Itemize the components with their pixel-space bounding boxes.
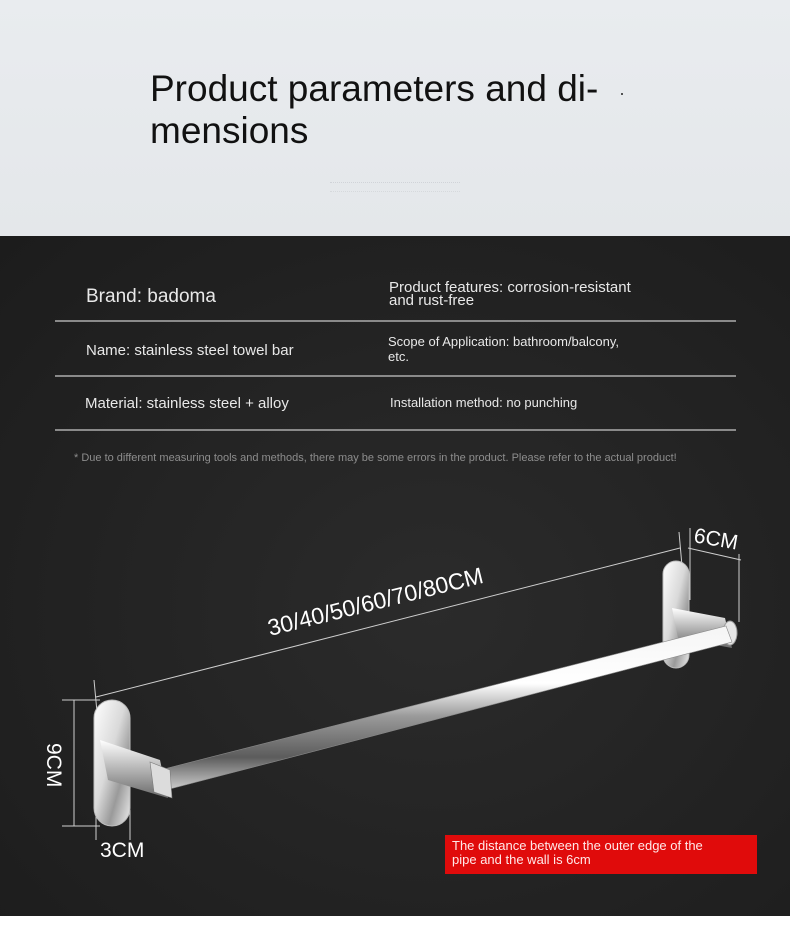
depth-label: 6CM [692,524,740,555]
spec-features [389,281,631,307]
spec-name: Name: stainless steel towel bar [86,342,294,359]
spec-material: Material: stainless steel + alloy [85,395,289,412]
measurement-note: * Due to different measuring tools and methods, there may be some errors in the product. Please refer to the actual product! [74,452,677,464]
spec-installation: Installation method: no punching [390,395,578,410]
decorative-dot [621,93,623,95]
height-label: 9CM [42,743,65,788]
spec-row-1 [55,262,736,322]
spec-brand: Brand: badoma [86,286,216,307]
watermark-text [330,182,460,192]
wall-distance-callout [445,835,757,874]
callout-line-1: The distance between the outer edge of the [452,838,703,853]
spec-row-2 [55,320,736,377]
spec-row-3 [55,375,736,431]
header-banner [0,0,790,236]
bottom-strip [0,916,790,932]
towel-bar-tube [160,626,732,790]
width-label: 3CM [100,839,145,862]
callout-line-2: pipe and the wall is 6cm [452,852,591,867]
spec-scope-line-1: Scope of Application: bathroom/balcony, [388,334,620,349]
callout-text [452,839,752,867]
length-label: 30/40/50/60/70/80CM [264,562,486,641]
spec-scope-line-2: etc. [388,349,409,364]
page-title-line-2: mensions [150,110,309,151]
spec-features-line-2: and rust-free [389,292,475,309]
page-title-line-1: Product parameters and di- [150,68,599,109]
page-title [150,68,620,152]
spec-features-line-1: Product features: corrosion-resistant [389,279,631,296]
spec-scope [388,334,619,364]
